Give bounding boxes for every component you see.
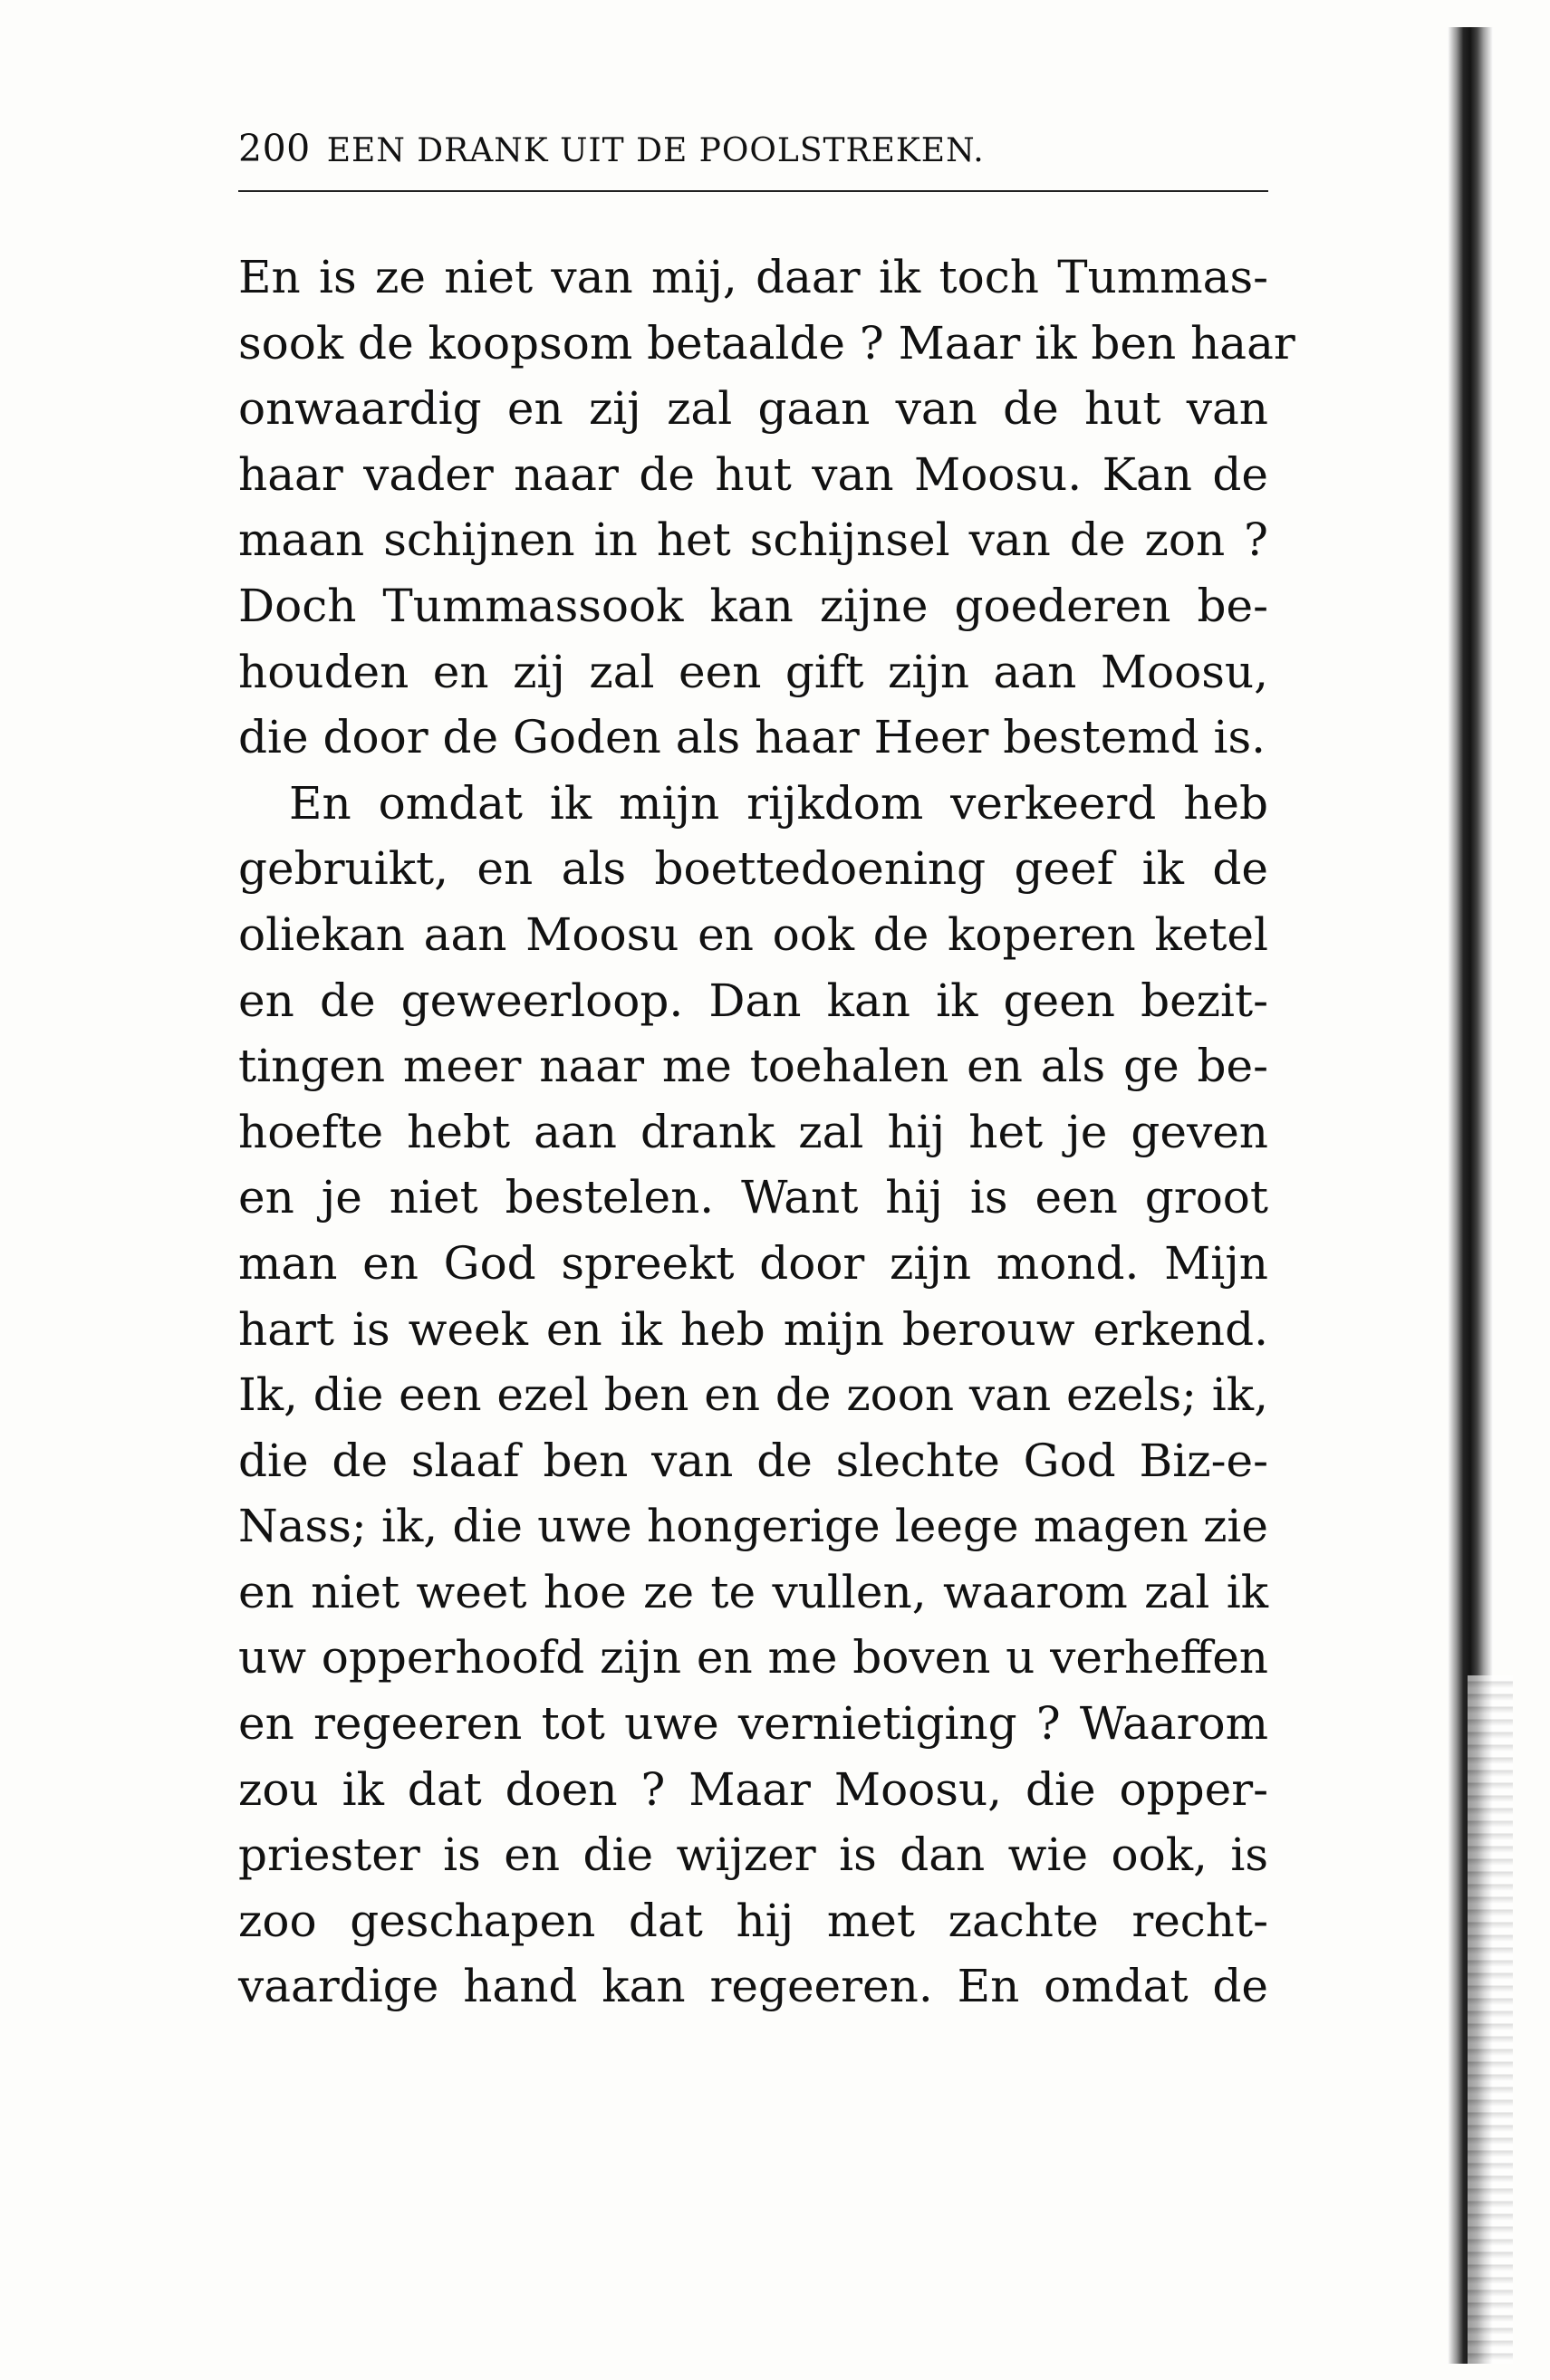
- text-line: en regeeren tot uwe vernietiging ? Waarom: [238, 1697, 1268, 1751]
- text-line: hoefte hebt aan drank zal hij het je geven: [238, 1105, 1268, 1158]
- header-rule: [238, 190, 1268, 192]
- text-line: en niet weet hoe ze te vullen, waarom zal ik: [238, 1565, 1268, 1618]
- running-title: EEN DRANK UIT DE POOLSTREKEN.: [326, 132, 985, 169]
- text-line: maan schijnen in het schijnsel van de zon ?: [238, 513, 1268, 567]
- text-line: haar vader naar de hut van Moosu. Kan de: [238, 447, 1268, 501]
- text-line: houden en zij zal een gift zijn aan Moosu,: [238, 645, 1268, 698]
- text-line: En is ze niet van mij, daar ik toch Tummas-: [238, 251, 1268, 303]
- text-line: die de slaaf ben van de slechte God Biz-e-: [238, 1434, 1268, 1487]
- text-line: zoo geschapen dat hij met zachte recht-: [238, 1894, 1268, 1947]
- text-line: vaardige hand kan regeeren. En omdat de: [238, 1960, 1268, 2013]
- body-text: [238, 245, 1295, 2020]
- page-number: 200: [238, 127, 311, 170]
- text-line: uw opperhoofd zijn en me boven u verheffen: [238, 1631, 1268, 1684]
- text-line: onwaardig en zij zal gaan van de hut van: [238, 382, 1268, 436]
- text-line: man en God spreekt door zijn mond. Mijn: [238, 1236, 1268, 1290]
- text-line: en je niet bestelen. Want hij is een groot: [238, 1171, 1268, 1224]
- page-header: [238, 127, 1268, 192]
- text-line: hart is week en ik heb mijn berouw erkend.: [238, 1302, 1268, 1356]
- text-line: Nass; ik, die uwe hongerige leege magen zie: [238, 1500, 1268, 1553]
- text-line: die door de Goden als haar Heer bestemd is.: [238, 711, 1266, 764]
- text-line: Doch Tummassook kan zijne goederen be-: [238, 579, 1268, 632]
- scan-edge-noise: [1468, 1675, 1513, 2364]
- text-line: oliekan aan Moosu en ook de koperen ketel: [238, 907, 1268, 961]
- text-line: zou ik dat doen ? Maar Moosu, die opper-: [238, 1762, 1268, 1816]
- paragraph-start-line: En omdat ik mijn rijkdom verkeerd heb: [289, 776, 1268, 830]
- text-line: en de geweerloop. Dan kan ik geen bezit-: [238, 974, 1268, 1027]
- text-line: Ik, die een ezel ben en de zoon van ezels; ik,: [238, 1368, 1268, 1422]
- text-line: priester is en die wijzer is dan wie ook, is: [238, 1828, 1268, 1882]
- text-line: sook de koopsom betaalde ? Maar ik ben haar: [238, 316, 1295, 369]
- text-line: gebruikt, en als boettedoening geef ik de: [238, 842, 1268, 896]
- text-line: tingen meer naar me toehalen en als ge be-: [238, 1040, 1268, 1093]
- header-line: [238, 127, 1268, 170]
